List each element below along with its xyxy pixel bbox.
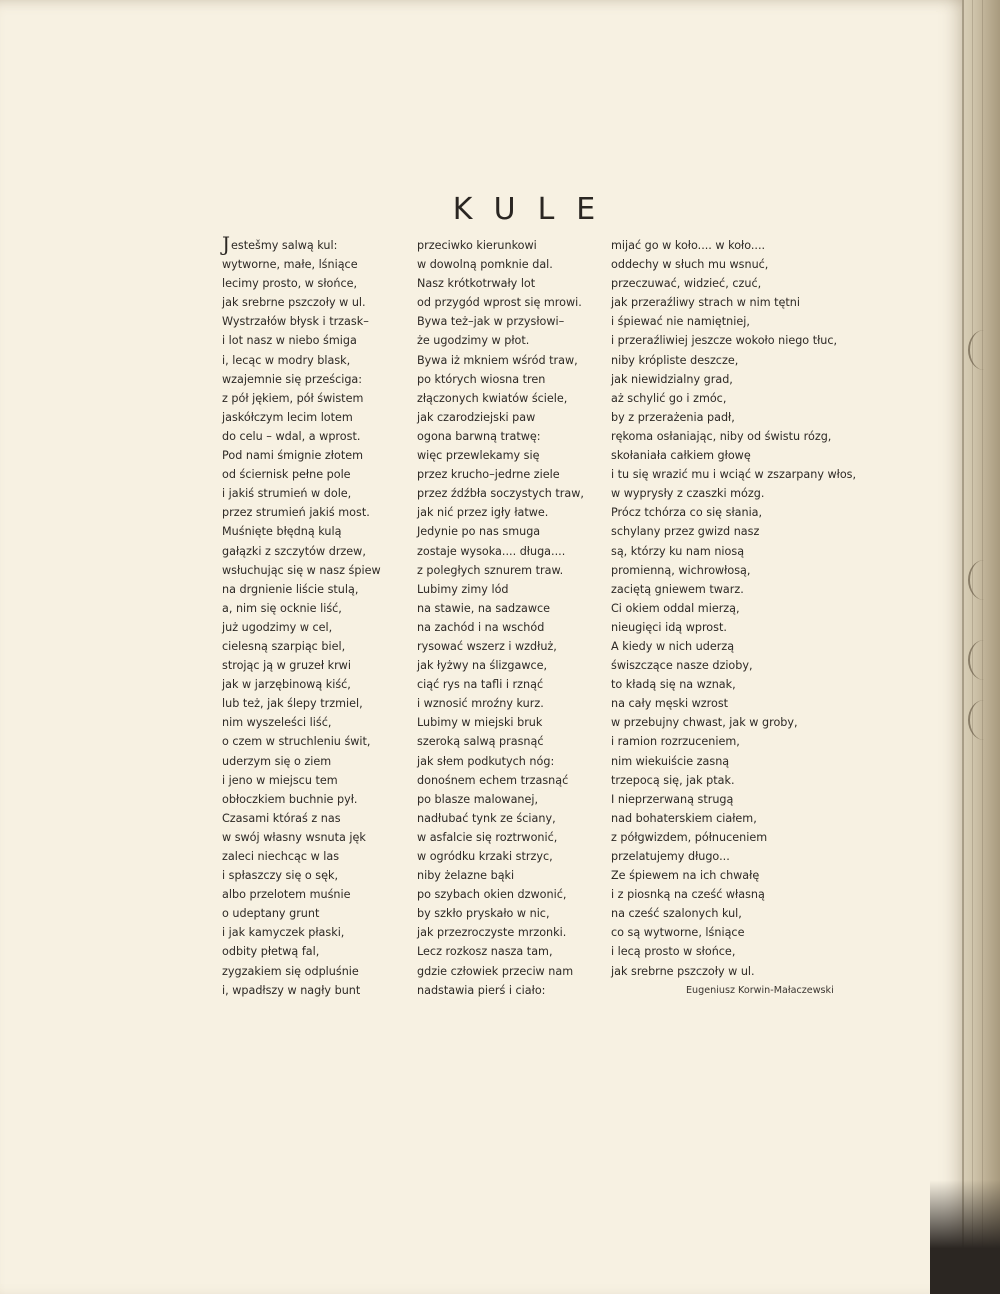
- poem-line: Czasami któraś z nas: [222, 811, 341, 825]
- poem-line: i wznosić mroźny kurz.: [417, 697, 544, 711]
- poem-line: i, wpadłszy w nagły bunt: [222, 983, 361, 997]
- poem-line: i śpiewać nie namiętniej,: [611, 315, 750, 329]
- poem-line: Lecz rozkosz nasza tam,: [417, 945, 553, 959]
- poem-line: przez strumień jakiś most.: [222, 506, 370, 520]
- poem-line: Muśnięte błędną kulą: [222, 525, 342, 539]
- poem-column-3: [611, 236, 856, 981]
- poem-line: jak czarodziejski paw: [417, 410, 536, 424]
- poem-line: Jedynie po nas smuga: [417, 525, 541, 539]
- poem-line: w swój własny wsnuta jęk: [222, 830, 366, 844]
- poem-line: z pół jękiem, pół świstem: [222, 391, 364, 405]
- poem-line: schylany przez gwizd nasz: [611, 525, 760, 539]
- poem-line: odbity płetwą fal,: [222, 945, 320, 959]
- poem-line: uderzym się o ziem: [222, 754, 332, 768]
- poem-author: Eugeniusz Korwin-Małaczewski: [686, 985, 834, 996]
- poem-line: w ogródku krzaki strzyc,: [417, 850, 553, 863]
- poem-line: Pod nami śmignie złotem: [222, 449, 363, 463]
- poem-line: na cały męski wzrost: [611, 697, 729, 711]
- poem-line: i spłaszczy się o sęk,: [222, 869, 339, 883]
- poem-line: obłoczkiem buchnie pył.: [222, 792, 358, 806]
- poem-line: Lubimy zimy lód: [417, 582, 509, 596]
- ornament-icon: [968, 640, 1000, 680]
- poem-line: wzajemnie się prześciga:: [222, 372, 363, 386]
- poem-line: co są wytworne, lśniące: [611, 926, 745, 940]
- poem-line: by szkło pryskało w nic,: [417, 907, 550, 921]
- poem-line: i z piosnką na cześć własną: [611, 888, 765, 902]
- poem-line: i, lecąc w modry blask,: [222, 353, 351, 367]
- poem-line: skołaniała całkiem głowę: [611, 449, 751, 463]
- poem-line: to kładą się na wznak,: [611, 678, 736, 692]
- poem-line: gałązki z szczytów drzew,: [222, 544, 366, 558]
- poem-title: KULE: [452, 192, 618, 228]
- poem-line: w wyprysły z czaszki mózg.: [611, 487, 765, 501]
- poem-line: jak nić przez igły łatwe.: [417, 506, 549, 520]
- poem-line: trzepocą się, jak ptak.: [611, 773, 735, 787]
- poem-line: estešmy salwą kul:: [231, 239, 338, 252]
- poem-line: cielesną szarpiąc biel,: [222, 639, 346, 653]
- poem-line: mijać go w koło.... w koło....: [611, 239, 766, 252]
- page-shadow: [930, 1180, 1000, 1294]
- poem-line: nieugięci idą wprost.: [611, 620, 727, 634]
- poem-line: wsłuchując się w nasz śpiew: [222, 563, 381, 577]
- poem-line: zaciętą gniewem twarz.: [611, 582, 744, 596]
- poem-line: jaskółczym lecim lotem: [222, 410, 353, 424]
- poem-line: po blasze malowanej,: [417, 792, 539, 806]
- poem-line: jak przeraźliwy strach w nim tętni: [611, 296, 801, 310]
- poem-line: od ściernisk pełne pole: [222, 468, 351, 482]
- poem-line: na drgnienie liście stulą,: [222, 582, 359, 596]
- poem-line: rysować wszerz i wzdłuż,: [417, 639, 557, 653]
- poem-line: jak w jarzębinową kiść,: [222, 678, 351, 692]
- poem-line: do celu – wdal, a wprost.: [222, 429, 361, 443]
- poem-line: I nieprzerwaną strugą: [611, 792, 734, 806]
- poem-line: A kiedy w nich uderzą: [611, 639, 735, 653]
- poem-line: jak łyżwy na ślizgawce,: [417, 659, 548, 673]
- poem-line: Wystrzałów błysk i trzask–: [222, 315, 369, 329]
- poem-line: zaleci niechcąc w las: [222, 850, 340, 863]
- poem-line: nadstawia pierś i ciało:: [417, 983, 546, 997]
- poem-line: strojąc ją w gruzeł krwi: [222, 659, 351, 673]
- ornament-icon: [968, 560, 1000, 600]
- poem-line: po których wiosna tren: [417, 372, 546, 386]
- poem-line: jak przezroczyste mrzonki.: [417, 926, 567, 940]
- poem-line: i jeno w miejscu tem: [222, 773, 338, 787]
- poem-line: niby krópliste deszcze,: [611, 353, 739, 367]
- ornament-icon: [968, 700, 1000, 740]
- poem-line: z poległych sznurem traw.: [417, 563, 564, 577]
- poem-line: przelatujemy długo...: [611, 850, 730, 863]
- poem-line: po szybach okien dzwonić,: [417, 888, 567, 902]
- poem-line: niby żelazne bąki: [417, 869, 515, 883]
- poem-column-1: [222, 232, 381, 1000]
- poem-line: nim wyszeleści liść,: [222, 716, 332, 730]
- poem-line: jak srebrne pszczoły w ul.: [611, 964, 755, 978]
- poem-line: nadłubać tynk ze ściany,: [417, 811, 556, 825]
- poem-line: Lubimy w miejski bruk: [417, 716, 543, 730]
- poem-line: ogona barwną tratwę:: [417, 429, 541, 443]
- poem-line: jak srebrne pszczoły w ul.: [222, 296, 366, 310]
- poem-line: więc przewlekamy się: [417, 449, 540, 463]
- poem-line: nim wiekuiście zasną: [611, 754, 730, 768]
- poem-line: lecimy prosto, w słońce,: [222, 277, 358, 291]
- poem-line: od przygód wprost się mrowi.: [417, 296, 582, 310]
- poem-line: że ugodzimy w płot.: [417, 334, 530, 348]
- poem-line: na cześć szalonych kul,: [611, 907, 742, 921]
- poem-line: szeroką salwą prasnąć: [417, 735, 544, 749]
- poem-line: gdzie człowiek przeciw nam: [417, 964, 574, 978]
- poem-line: z półgwizdem, półnuceniem: [611, 830, 768, 844]
- poem-line: Ci okiem oddal mierzą,: [611, 601, 740, 615]
- poem-line: Bywa też–jak w przysłowi–: [417, 315, 565, 329]
- poem-line: donośnem echem trzasnąć: [417, 773, 569, 787]
- poem-line: o udeptany grunt: [222, 907, 320, 921]
- poem-line: na stawie, na sadzawce: [417, 601, 551, 615]
- drop-cap: J: [222, 232, 231, 256]
- poem-line: nad bohaterskiem ciałem,: [611, 811, 757, 825]
- poem-line: są, którzy ku nam niosą: [611, 544, 745, 558]
- poem-line: a, nim się ocknie liść,: [222, 601, 342, 615]
- page-edge-stack: [962, 0, 1000, 1294]
- poem-column-2: [417, 236, 584, 1000]
- poem-line: złączonych kwiatów ściele,: [417, 391, 568, 405]
- poem-line: i lot nasz w niebo śmiga: [222, 334, 357, 348]
- poem-line: Prócz tchórza co się słania,: [611, 506, 763, 520]
- poem-line: świszczące nasze dzioby,: [611, 659, 753, 673]
- poem-line: i jak kamyczek płaski,: [222, 926, 345, 940]
- poem-line: przez krucho–jedrne ziele: [417, 468, 560, 482]
- poem-line: i lecą prosto w słońce,: [611, 945, 736, 959]
- poem-line: jak słem podkutych nóg:: [417, 754, 555, 768]
- poem-line: oddechy w słuch mu wsnuć,: [611, 258, 769, 272]
- poem-line: zygzakiem się odpluśnie: [222, 964, 359, 978]
- poem-line: w asfalcie się roztrwonić,: [417, 830, 558, 844]
- poem-line: zostaje wysoka.... długa....: [417, 544, 566, 558]
- poem-line: lub też, jak ślepy trzmiel,: [222, 697, 363, 711]
- poem-line: w dowolną pomknie dal.: [417, 258, 553, 272]
- poem-line-first: [222, 232, 381, 256]
- poem-line: i przeraźliwiej jeszcze wokoło niego tłuc,: [611, 334, 838, 348]
- poem-line: już ugodzimy w cel,: [222, 620, 333, 634]
- poem-line: ciąć rys na tafli i rznąć: [417, 678, 544, 692]
- poem-line: o czem w struchleniu świt,: [222, 735, 371, 749]
- poem-line: na zachód i na wschód: [417, 620, 545, 634]
- poem-line: i tu się wrazić mu i wciąć w zszarpany włos,: [611, 468, 857, 482]
- poem-line: przez źdźbła soczystych traw,: [417, 487, 584, 501]
- poem-line: aż schylić go i zmóc,: [611, 391, 727, 405]
- poem-line: przeciwko kierunkowi: [417, 239, 537, 252]
- poem-line: promienną, wichrowłosą,: [611, 563, 751, 577]
- poem-line: i ramion rozrzuceniem,: [611, 735, 740, 749]
- ornament-icon: [968, 330, 1000, 370]
- poem-line: jak niewidzialny grad,: [611, 372, 733, 386]
- poem-line: Bywa iż mkniem wśród traw,: [417, 353, 578, 367]
- poem-line: i jakiś strumień w dole,: [222, 487, 352, 501]
- poem-line: Ze śpiewem na ich chwałę: [611, 869, 760, 883]
- poem-line: przeczuwać, widzieć, czuć,: [611, 277, 762, 291]
- poem-line: wytworne, małe, lśniące: [222, 258, 358, 272]
- poem-line: rękoma osłaniając, niby od świstu rózg,: [611, 429, 832, 443]
- poem-line: by z przerażenia padł,: [611, 410, 735, 424]
- poem-line: w przebujny chwast, jak w groby,: [611, 716, 798, 730]
- poem-line: Nasz krótkotrwały lot: [417, 277, 536, 291]
- poem-line: albo przelotem muśnie: [222, 888, 351, 902]
